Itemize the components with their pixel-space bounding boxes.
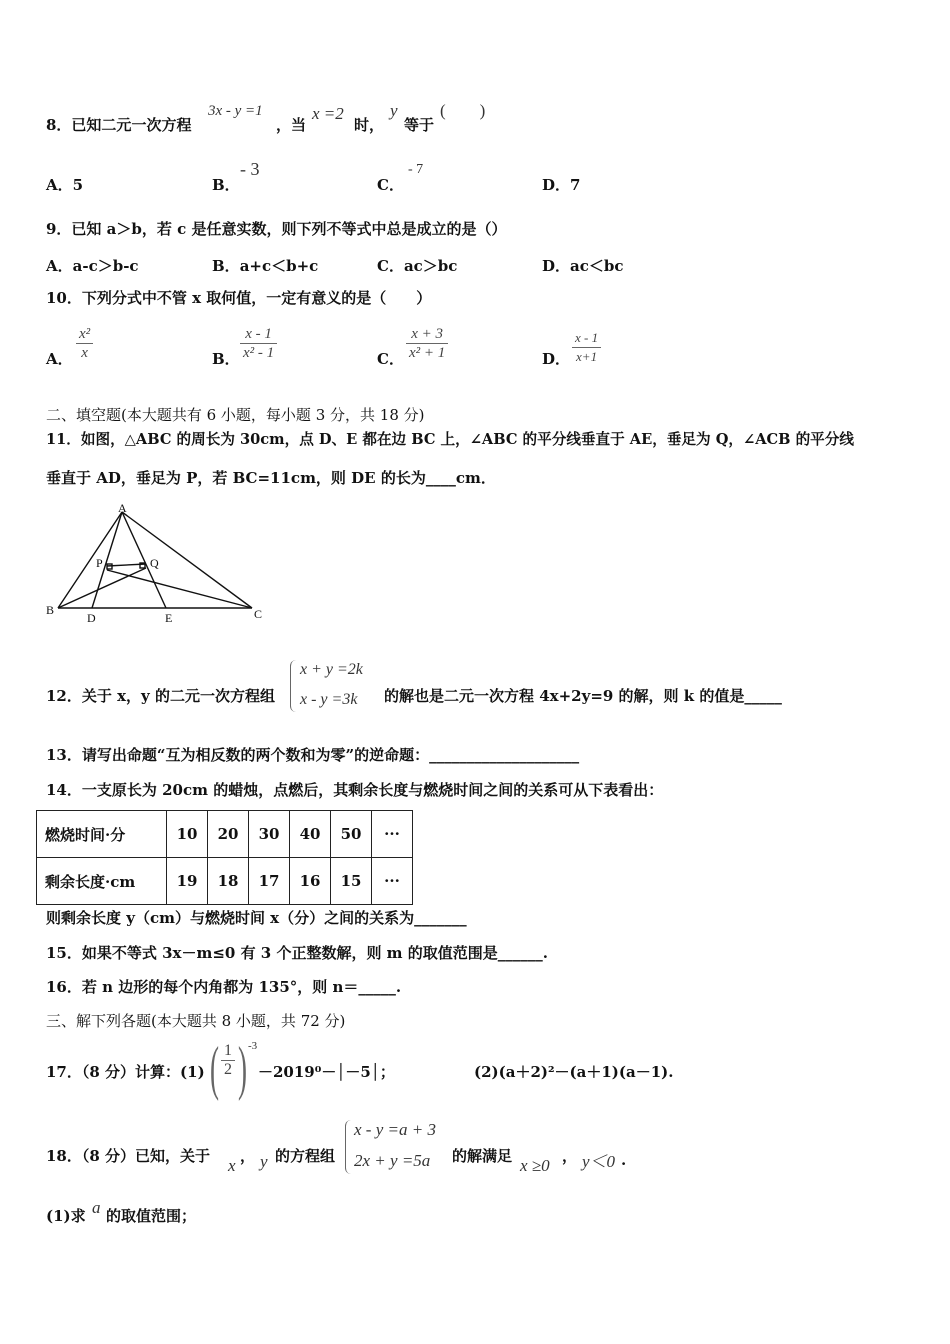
table-cell: 50 bbox=[331, 811, 372, 858]
section-3-title: 三、解下列各题(本大题共 8 小题，共 72 分) bbox=[46, 1012, 346, 1030]
table-row-label: 剩余长度·cm bbox=[37, 858, 167, 905]
q8-condition: x =2 bbox=[312, 104, 344, 123]
label-a: A bbox=[118, 501, 127, 515]
q8-prefix: 8．已知二元一次方程 bbox=[46, 116, 192, 134]
q18-part1-prefix: (1)求 bbox=[46, 1207, 86, 1225]
q8-option-a[interactable]: A．5 bbox=[46, 176, 84, 194]
q8-mid: ，当 bbox=[276, 116, 307, 134]
q8-option-b[interactable]: B． bbox=[212, 176, 240, 194]
label-q: Q bbox=[150, 556, 159, 570]
table-row bbox=[37, 858, 413, 905]
q17-paren-left: ( bbox=[210, 1035, 219, 1101]
label-e: E bbox=[165, 611, 173, 625]
q18-part1-var-a: a bbox=[92, 1198, 101, 1217]
q14-table bbox=[36, 810, 413, 905]
q12-prefix: 12．关于 x，y 的二元一次方程组 bbox=[46, 687, 275, 705]
q17-fraction: $\frac{1}{2}$ bbox=[221, 1042, 235, 1079]
q8-mid2: 时， bbox=[354, 116, 385, 134]
q9-option-a[interactable]: A．a-c＞b-c bbox=[46, 257, 139, 275]
q17-part2: (2)(a＋2)²－(a＋1)(a－1). bbox=[474, 1063, 674, 1081]
segment-ae bbox=[122, 512, 166, 608]
q18-part1-suffix: 的取值范围； bbox=[106, 1207, 197, 1225]
q9-option-b[interactable]: B．a+c＜b+c bbox=[212, 257, 319, 275]
q10-option-b-fraction: $\frac{x - 1}{\text{x² - 1}}$ bbox=[240, 325, 277, 362]
q18-prefix: 18．（8 分）已知，关于 bbox=[46, 1147, 211, 1165]
section-2-title: 二、填空题(本大题共有 6 小题，每小题 3 分，共 18 分) bbox=[46, 406, 425, 424]
q12-brace bbox=[290, 660, 297, 712]
q11-line-1: 11．如图，△ABC 的周长为 30cm，点 D、E 都在边 BC 上，∠ABC 的平分线垂直于 AE，垂足为 Q，∠ACB 的平分线 bbox=[46, 431, 854, 448]
table-cell: 19 bbox=[167, 858, 208, 905]
table-cell: 10 bbox=[167, 811, 208, 858]
q13-text: 13．请写出命题“互为相反数的两个数和为零”的逆命题：____________________ bbox=[46, 746, 580, 764]
q18-condition-2: y＜0 bbox=[582, 1152, 616, 1171]
q15-text: 15．如果不等式 3x－m≤0 有 3 个正整数解，则 m 的取值范围是______. bbox=[46, 944, 548, 962]
table-row-label: 燃烧时间·分 bbox=[37, 811, 167, 858]
q9-option-d[interactable]: D．ac＜bc bbox=[542, 257, 624, 275]
table-cell: 17 bbox=[249, 858, 290, 905]
table-cell: 40 bbox=[290, 811, 331, 858]
q18-comma: ， bbox=[240, 1147, 256, 1165]
q14-after: 则剩余长度 y（cm）与燃烧时间 x（分）之间的关系为_______ bbox=[46, 909, 467, 927]
table-cell: 16 bbox=[290, 858, 331, 905]
q10-option-b[interactable]: B． bbox=[212, 350, 240, 368]
q8-option-b-value: - 3 bbox=[240, 159, 260, 179]
q10-text: 10．下列分式中不管 x 取何值，一定有意义的是（ ） bbox=[46, 289, 432, 307]
q17-rest: －2019⁰－│－5│； bbox=[258, 1063, 395, 1081]
table-cell: 30 bbox=[249, 811, 290, 858]
q17-prefix: 17．（8 分）计算：(1) bbox=[46, 1063, 205, 1081]
q18-condition-1: x ≥0 bbox=[520, 1156, 550, 1175]
q16-text: 16．若 n 边形的每个内角都为 135°，则 n＝_____. bbox=[46, 978, 402, 996]
q10-option-d[interactable]: D． bbox=[542, 350, 571, 368]
table-row bbox=[37, 811, 413, 858]
table-cell: 18 bbox=[208, 858, 249, 905]
label-c: C bbox=[254, 607, 263, 621]
bisector-c bbox=[107, 570, 252, 608]
q8-var-y: y bbox=[390, 101, 398, 120]
q8-option-d[interactable]: D．7 bbox=[542, 176, 581, 194]
q8-suffix: 等于 bbox=[404, 116, 435, 134]
q18-mid: 的方程组 bbox=[275, 1147, 336, 1165]
q10-option-a[interactable]: A． bbox=[46, 350, 73, 368]
q9-text: 9．已知 a＞b，若 c 是任意实数，则下列不等式中总是成立的是（） bbox=[46, 220, 507, 238]
q9-option-c[interactable]: C．ac＞bc bbox=[377, 257, 458, 275]
q18-comma-2: ， bbox=[562, 1147, 578, 1165]
label-d: D bbox=[87, 611, 96, 625]
q18-suffix: 的解满足 bbox=[452, 1147, 513, 1165]
table-cell: ··· bbox=[372, 811, 413, 858]
table-cell: ··· bbox=[372, 858, 413, 905]
q12-equation-2: x - y =3k bbox=[300, 691, 358, 708]
q10-option-a-fraction: $\frac{\text{x²}}{x}$ bbox=[76, 325, 93, 362]
q11-line-2: 垂直于 AD，垂足为 P，若 BC=11cm，则 DE 的长为____cm． bbox=[46, 469, 496, 487]
q17-exponent: -3 bbox=[248, 1040, 258, 1052]
label-p: P bbox=[96, 556, 103, 570]
q14-text: 14．一支原长为 20cm 的蜡烛，点燃后，其剩余长度与燃烧时间之间的关系可从下表看出： bbox=[46, 781, 664, 799]
q17-paren-right: ) bbox=[238, 1035, 247, 1101]
q12-suffix: 的解也是二元一次方程 4x+2y=9 的解，则 k 的值是_____ bbox=[384, 687, 782, 705]
q10-option-c-fraction: $\frac{x + 3}{\text{x² + 1}}$ bbox=[406, 325, 448, 362]
q10-option-d-fraction: $\frac{x - 1}{x+1}$ bbox=[572, 329, 601, 366]
q11-triangle-figure bbox=[40, 500, 275, 630]
q18-equation-1: x - y =a + 3 bbox=[354, 1120, 436, 1139]
edge-ac bbox=[122, 512, 252, 608]
table-cell: 15 bbox=[331, 858, 372, 905]
q8-option-c-value: - 7 bbox=[408, 162, 424, 177]
q18-brace bbox=[345, 1120, 352, 1174]
q12-equation-1: x + y =2k bbox=[300, 661, 363, 678]
q18-equation-2: 2x + y =5a bbox=[354, 1151, 431, 1170]
label-b: B bbox=[46, 603, 55, 617]
q18-end: . bbox=[621, 1151, 627, 1169]
table-cell: 20 bbox=[208, 811, 249, 858]
q8-equation: 3x - y =1 bbox=[208, 103, 263, 119]
q18-var-x: x bbox=[228, 1156, 236, 1175]
q18-var-y: y bbox=[260, 1152, 268, 1171]
q8-option-c[interactable]: C． bbox=[377, 176, 404, 194]
q10-option-c[interactable]: C． bbox=[377, 350, 404, 368]
q8-paren: ( ) bbox=[440, 101, 486, 120]
